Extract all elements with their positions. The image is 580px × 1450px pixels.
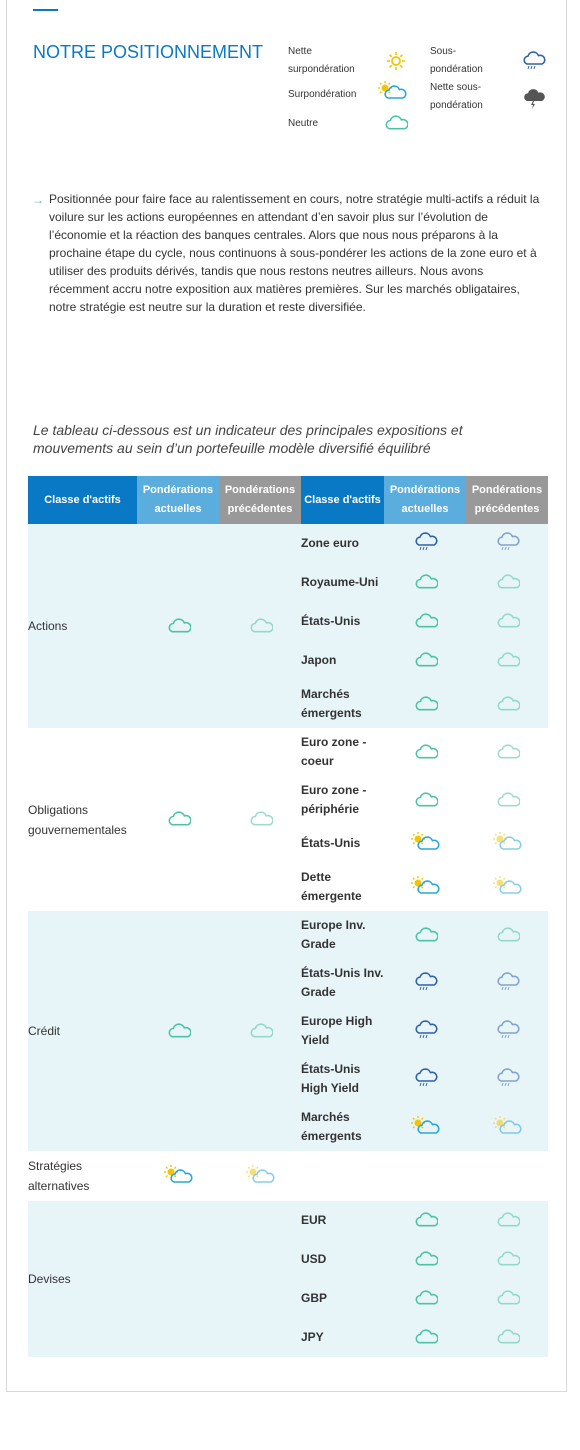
neutral-weight-icon <box>165 808 191 831</box>
underweight-weight-icon <box>412 531 438 556</box>
sub-asset-etats-unis: États-Unis <box>301 602 384 641</box>
sub-current-weight <box>384 776 466 824</box>
neutral-weight-icon <box>412 1326 438 1349</box>
neutral-weight-icon <box>494 924 520 947</box>
sub-current-weight <box>384 1103 466 1151</box>
table-row <box>28 1151 548 1201</box>
sub-previous-weight <box>466 1201 548 1240</box>
sub-previous-weight <box>466 524 548 563</box>
header-sub-asset-class: Classe d'actifs <box>301 476 384 524</box>
sub-current-weight <box>384 602 466 641</box>
cloud-icon <box>382 112 408 137</box>
neutral-weight-icon <box>494 1248 520 1271</box>
asset-class-devises: Devises <box>28 1201 137 1357</box>
neutral-weight-icon <box>412 1287 438 1310</box>
header-sub-previous-weights: Pondérations précédentes <box>466 476 548 524</box>
sub-previous-weight <box>466 824 548 863</box>
intro-paragraph: Positionnée pour faire face au ralentissement en cours, notre stratégie multi-actifs a réduit la voilure sur les actions européennes en attendant d’en savoir plus sur l’évolution de l’économie et la réaction des banques centrales. Alors que nous nous préparons à la prochaine étape du cycle, nous continuons à sous-pondérer les actions de la zone euro et à utiliser des produits dérivés, tandis que nous restons neutres ailleurs. Nous avons récemment accru notre exposition aux matières premières. Sur les marchés obligataires, notre stratégie est neutre sur la duration et reste diversifiée. <box>49 192 540 314</box>
sub-current-weight <box>384 563 466 602</box>
sub-current-weight <box>384 824 466 863</box>
sub-previous-weight <box>466 641 548 680</box>
asset-class-credit: Crédit <box>28 911 137 1151</box>
table-row <box>28 911 548 959</box>
neutral-weight-icon <box>247 1020 273 1043</box>
asset-class-previous-weight <box>219 728 301 911</box>
sub-previous-weight <box>466 1318 548 1357</box>
underweight-weight-icon <box>494 1067 520 1092</box>
overweight-weight-icon <box>245 1164 275 1189</box>
sub-asset-royaume-uni: Royaume-Uni <box>301 563 384 602</box>
neutral-weight-icon <box>412 789 438 812</box>
asset-class-current-weight <box>137 728 219 911</box>
sub-current-weight <box>384 680 466 728</box>
neutral-weight-icon <box>165 1020 191 1043</box>
neutral-weight-icon <box>494 571 520 594</box>
sub-previous-weight <box>466 602 548 641</box>
neutral-weight-icon <box>494 693 520 716</box>
sun-cloud-icon <box>377 80 407 107</box>
underweight-weight-icon <box>412 971 438 996</box>
sub-current-weight <box>384 1055 466 1103</box>
sub-current-weight <box>384 1201 466 1240</box>
overweight-weight-icon <box>410 1115 440 1140</box>
neutral-weight-icon <box>494 741 520 764</box>
neutral-weight-icon <box>412 1248 438 1271</box>
sub-previous-weight <box>466 1007 548 1055</box>
storm-cloud-icon <box>521 86 545 115</box>
sub-asset-jpy: JPY <box>301 1318 384 1357</box>
overweight-weight-icon <box>492 875 522 900</box>
sub-previous-weight <box>466 563 548 602</box>
legend-overweight-label: Surpondération <box>288 89 357 100</box>
sub-current-weight <box>384 1279 466 1318</box>
table-header-row <box>28 476 548 524</box>
sub-asset-empty <box>301 1151 384 1201</box>
underweight-weight-icon <box>494 971 520 996</box>
sub-previous-weight <box>466 1279 548 1318</box>
sub-previous-weight <box>466 1240 548 1279</box>
sub-previous-weight <box>466 680 548 728</box>
underweight-weight-icon <box>412 1019 438 1044</box>
neutral-weight-icon <box>247 615 273 638</box>
neutral-weight-icon <box>247 808 273 831</box>
sub-asset-dette-emergente: Dette émergente <box>301 863 384 911</box>
asset-class-current-weight <box>137 1201 219 1357</box>
neutral-weight-icon <box>412 693 438 716</box>
neutral-weight-icon <box>494 789 520 812</box>
sub-previous-weight <box>466 776 548 824</box>
sub-current-weight <box>384 1151 466 1201</box>
table-row <box>28 728 548 776</box>
asset-class-previous-weight <box>219 1201 301 1357</box>
neutral-weight-icon <box>412 924 438 947</box>
header-asset-class: Classe d'actifs <box>28 476 137 524</box>
neutral-weight-icon <box>412 571 438 594</box>
page-title: NOTRE POSITIONNEMENT <box>33 42 264 62</box>
underweight-weight-icon <box>412 1067 438 1092</box>
sub-current-weight <box>384 1240 466 1279</box>
sub-asset-japon: Japon <box>301 641 384 680</box>
legend-strong-overweight-label: Nette surpondération <box>288 46 355 75</box>
underweight-weight-icon <box>494 531 520 556</box>
table-row <box>28 524 548 563</box>
neutral-weight-icon <box>494 649 520 672</box>
overweight-weight-icon <box>163 1164 193 1189</box>
asset-class-obligations-gouvernementales: Obligations gouvernementales <box>28 728 137 911</box>
header-previous-weights: Pondérations précédentes <box>219 476 301 524</box>
sub-previous-weight <box>466 728 548 776</box>
neutral-weight-icon <box>494 1209 520 1232</box>
asset-class-actions: Actions <box>28 524 137 728</box>
sub-current-weight <box>384 1318 466 1357</box>
sub-current-weight <box>384 1007 466 1055</box>
asset-class-previous-weight <box>219 911 301 1151</box>
table-caption: Le tableau ci-dessous est un indicateur des principales expositions et mouvements au sein d’un portefeuille modèle diversifié équilibré <box>33 422 463 456</box>
sub-asset-etats-unis-inv-grade: États-Unis Inv. Grade <box>301 959 384 1007</box>
neutral-weight-icon <box>494 1287 520 1310</box>
sub-previous-weight <box>466 959 548 1007</box>
underweight-weight-icon <box>494 1019 520 1044</box>
sub-previous-weight <box>466 1151 548 1201</box>
overweight-weight-icon <box>492 1115 522 1140</box>
sub-previous-weight <box>466 863 548 911</box>
sub-asset-eur: EUR <box>301 1201 384 1240</box>
neutral-weight-icon <box>412 610 438 633</box>
sub-asset-usd: USD <box>301 1240 384 1279</box>
overweight-weight-icon <box>410 875 440 900</box>
sub-asset-euro-zone-peripherie: Euro zone - périphérie <box>301 776 384 824</box>
sub-previous-weight <box>466 1055 548 1103</box>
neutral-weight-icon <box>412 649 438 672</box>
table-row <box>28 1201 548 1240</box>
neutral-weight-icon <box>412 741 438 764</box>
asset-class-current-weight <box>137 911 219 1151</box>
sub-asset-europe-high-yield: Europe High Yield <box>301 1007 384 1055</box>
header-current-weights: Pondérations actuelles <box>137 476 219 524</box>
asset-class-strategies-alternatives: Stratégies alternatives <box>28 1151 137 1201</box>
sub-current-weight <box>384 911 466 959</box>
overweight-weight-icon <box>410 831 440 856</box>
neutral-weight-icon <box>165 615 191 638</box>
accent-bar <box>33 9 58 11</box>
sun-icon <box>385 50 407 77</box>
neutral-weight-icon <box>494 1326 520 1349</box>
sub-current-weight <box>384 959 466 1007</box>
sub-current-weight <box>384 863 466 911</box>
header-sub-current-weights: Pondérations actuelles <box>384 476 466 524</box>
sub-asset-marches-emergents: Marchés émergents <box>301 1103 384 1151</box>
legend-neutral-label: Neutre <box>288 118 319 129</box>
asset-class-current-weight <box>137 524 219 728</box>
sub-asset-marches-emergents: Marchés émergents <box>301 680 384 728</box>
asset-class-previous-weight <box>219 1151 301 1201</box>
sub-asset-euro-zone-coeur: Euro zone - coeur <box>301 728 384 776</box>
table-body <box>28 524 548 1357</box>
sub-asset-europe-inv-grade: Europe Inv. Grade <box>301 911 384 959</box>
sub-current-weight <box>384 641 466 680</box>
sub-current-weight <box>384 524 466 563</box>
sub-current-weight <box>384 728 466 776</box>
positioning-table <box>28 476 548 1357</box>
asset-class-current-weight <box>137 1151 219 1201</box>
overweight-weight-icon <box>492 831 522 856</box>
rain-cloud-icon <box>520 50 546 77</box>
neutral-weight-icon <box>494 610 520 633</box>
sub-previous-weight <box>466 911 548 959</box>
arrow-right-icon: → <box>32 193 44 207</box>
sub-asset-etats-unis: États-Unis <box>301 824 384 863</box>
sub-asset-gbp: GBP <box>301 1279 384 1318</box>
sub-asset-zone-euro: Zone euro <box>301 524 384 563</box>
legend-strong-underweight-label: Nette sous-pondération <box>430 82 483 111</box>
legend-underweight-label: Sous-pondération <box>430 46 483 75</box>
sub-asset-etats-unis-high-yield: États-Unis High Yield <box>301 1055 384 1103</box>
sub-previous-weight <box>466 1103 548 1151</box>
neutral-weight-icon <box>412 1209 438 1232</box>
asset-class-previous-weight <box>219 524 301 728</box>
